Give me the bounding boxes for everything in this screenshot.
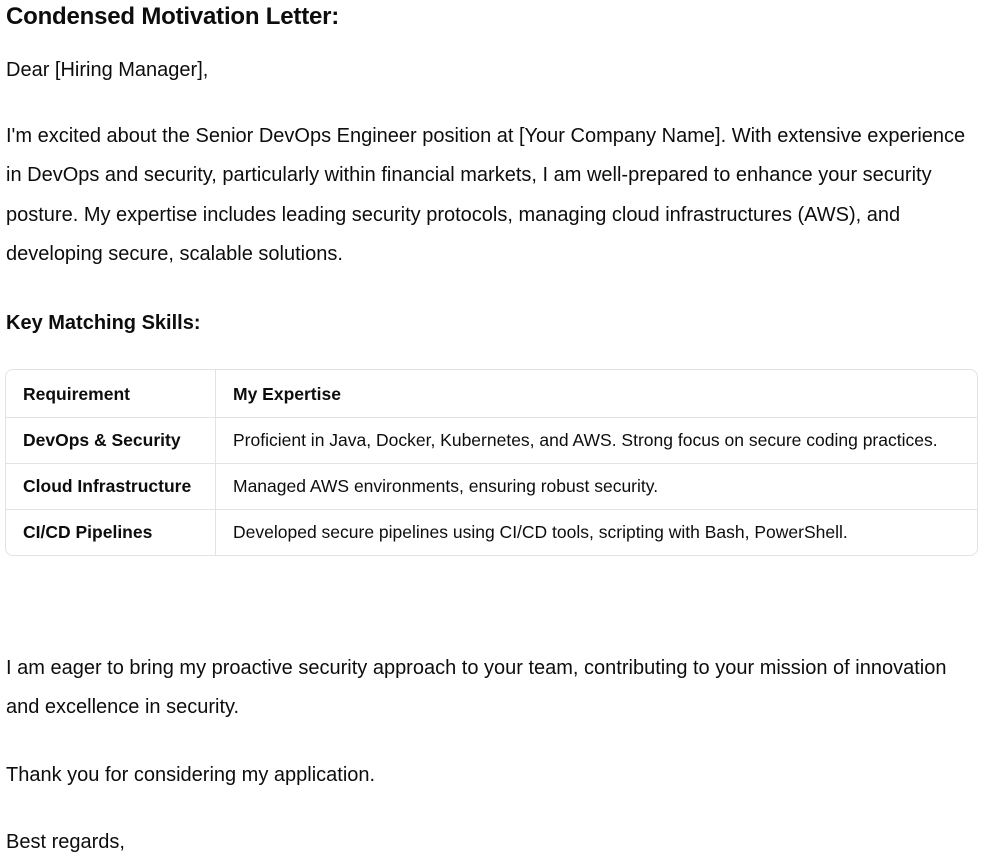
expertise-cell: Managed AWS environments, ensuring robust security. [216, 464, 978, 510]
column-header-requirement: Requirement [6, 370, 216, 418]
expertise-cell: Developed secure pipelines using CI/CD tools, scripting with Bash, PowerShell. [233, 522, 848, 542]
requirement-cell: CI/CD Pipelines [6, 510, 216, 556]
letter-heading: Condensed Motivation Letter: [6, 3, 340, 30]
salutation: Dear [Hiring Manager], [6, 59, 209, 81]
expertise-cell: Proficient in Java, Docker, Kubernetes, and AWS. Strong focus on secure coding practices. [216, 418, 978, 464]
table-row [6, 510, 977, 556]
table-row [6, 418, 977, 464]
closing-paragraph: I am eager to bring my proactive security approach to your team, contributing to your mission of innovation and excellence in security. [6, 657, 947, 719]
table-row [6, 464, 977, 510]
table-header-row [6, 370, 977, 418]
requirement-cell: DevOps & Security [6, 418, 216, 464]
requirement-cell: Cloud Infrastructure [6, 464, 216, 510]
column-header-expertise: My Expertise [216, 370, 978, 418]
thanks-line: Thank you for considering my application. [6, 764, 376, 786]
intro-paragraph: I'm excited about the Senior DevOps Engineer position at [Your Company Name]. With extensive experience in DevOps and security, particularly within financial markets, I am well-prepared to enhance your security posture. My expertise includes leading security protocols, managing cloud infrastructures (AWS), and developing secure, scalable solutions. [6, 125, 966, 265]
skills-heading: Key Matching Skills: [6, 312, 201, 334]
signoff-line: Best regards, [6, 831, 125, 853]
skills-table [5, 369, 978, 556]
